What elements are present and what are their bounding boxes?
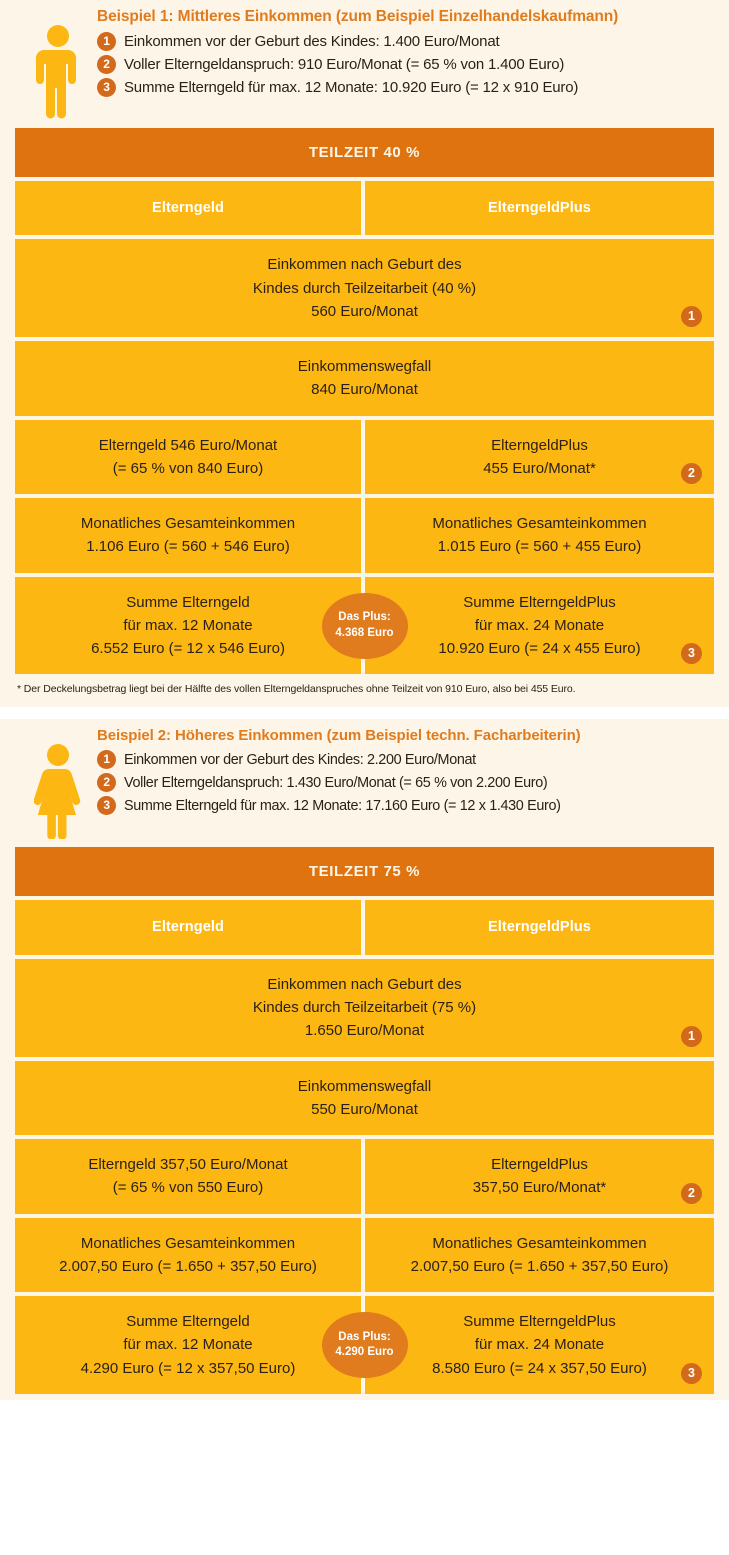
example-1-intro-text-2: Voller Elterngeldanspruch: 910 Euro/Monat (= 65 % von 1.400 Euro) [124, 56, 565, 73]
example-1-panel [0, 0, 729, 707]
example-1-intro-text-1: Einkommen vor der Geburt des Kindes: 1.400 Euro/Monat [124, 33, 500, 50]
number-badge-1: 1 [97, 32, 116, 51]
example-1-total-left-line-2: 1.106 Euro (= 560 + 546 Euro) [86, 538, 290, 556]
example-2-sum-left-line-2: für max. 12 Monate [123, 1336, 253, 1354]
example-2-sum-right-line-1: Summe ElterngeldPlus [463, 1313, 616, 1331]
example-2-header-elterngeld-label: Elterngeld [152, 919, 224, 936]
example-2-intro-line-2 [97, 773, 714, 792]
example-2-total-left-cell [15, 1218, 361, 1293]
example-2-header-elterngeldplus-label: ElterngeldPlus [488, 919, 591, 936]
number-badge-2: 2 [97, 773, 116, 792]
example-2-intro-text-1: Einkommen vor der Geburt des Kindes: 2.200 Euro/Monat [124, 751, 476, 768]
example-2-benefit-left-line-1: Elterngeld 357,50 Euro/Monat [88, 1156, 288, 1174]
example-2-panel [0, 719, 729, 1399]
example-2-total-right-cell [365, 1218, 714, 1293]
example-2-intro-line-1 [97, 750, 714, 769]
row-marker-2: 2 [681, 1183, 702, 1204]
example-1-row-sum [15, 577, 714, 675]
row-marker-3: 3 [681, 643, 702, 664]
example-1-sum-right-line-3: 10.920 Euro (= 24 x 455 Euro) [438, 640, 641, 658]
example-1-header-row [15, 181, 714, 235]
number-badge-3: 3 [97, 796, 116, 815]
example-1-das-plus-value: 4.368 Euro [335, 626, 394, 639]
example-1-das-plus-bubble [322, 593, 408, 659]
example-2-sum-left-line-3: 4.290 Euro (= 12 x 357,50 Euro) [80, 1359, 296, 1377]
example-1-total-left-cell [15, 498, 361, 573]
example-1-income-line-1: Einkommen nach Geburt des [267, 256, 462, 274]
example-1-benefit-left-line-2: (= 65 % von 840 Euro) [112, 459, 264, 477]
example-1-das-plus-label: Das Plus: [338, 611, 391, 624]
example-2-sum-right-line-3: 8.580 Euro (= 24 x 357,50 Euro) [432, 1359, 647, 1377]
example-2-intro-text-2: Voller Elterngeldanspruch: 1.430 Euro/Monat (= 65 % von 2.200 Euro) [124, 774, 548, 791]
example-1-header-elterngeldplus-label: ElterngeldPlus [488, 200, 591, 216]
example-2-income-line-2: Kindes durch Teilzeitarbeit (75 %) [252, 999, 477, 1017]
example-2-header-elterngeld [15, 900, 361, 954]
example-2-intro-text-3: Summe Elterngeld für max. 12 Monate: 17.160 Euro (= 12 x 1.430 Euro) [124, 797, 561, 814]
example-2-das-plus-value: 4.290 Euro [335, 1346, 394, 1359]
example-1-benefit-left-cell [15, 420, 361, 495]
example-1-benefit-right-cell [365, 420, 714, 495]
example-1-sum-left-line-3: 6.552 Euro (= 12 x 546 Euro) [91, 640, 285, 658]
example-1-sum-right-cell [365, 577, 714, 675]
example-1-row-total-income [15, 498, 714, 573]
example-1-intro [15, 8, 714, 128]
example-2-row-total-income [15, 1218, 714, 1293]
example-1-row-income-loss [15, 341, 714, 416]
example-2-title: Beispiel 2: Höheres Einkommen (zum Beispiel techn. Facharbeiterin) [97, 727, 581, 745]
example-2-row-sum [15, 1296, 714, 1394]
number-badge-3: 3 [97, 78, 116, 97]
example-1-loss-line-2: 840 Euro/Monat [311, 381, 418, 399]
example-1-benefit-right-line-1: ElterngeldPlus [491, 436, 588, 454]
example-1-intro-line-1 [97, 32, 714, 51]
example-1-loss-line-1: Einkommenswegfall [297, 358, 432, 376]
female-person-icon [23, 727, 93, 839]
example-1-intro-body [93, 8, 714, 101]
example-2-benefit-right-line-1: ElterngeldPlus [491, 1156, 588, 1174]
example-1-parttime-band: TEILZEIT 40 % [15, 128, 714, 177]
example-2-row-income-loss [15, 1061, 714, 1136]
row-marker-3: 3 [681, 1363, 702, 1384]
example-2-total-right-line-1: Monatliches Gesamteinkommen [432, 1234, 647, 1252]
example-1-sum-right-line-2: für max. 24 Monate [474, 616, 605, 634]
example-1-income-loss-cell [15, 341, 714, 416]
example-2-income-loss-cell [15, 1061, 714, 1136]
row-marker-1: 1 [681, 1026, 702, 1047]
example-1-row-benefit [15, 420, 714, 495]
example-2-benefit-right-cell [365, 1139, 714, 1214]
example-2-header-elterngeldplus [365, 900, 714, 954]
example-2-row-benefit [15, 1139, 714, 1214]
example-1-sum-left-line-1: Summe Elterngeld [126, 593, 250, 611]
example-2-sum-left-cell [15, 1296, 361, 1394]
example-1-footnote: * Der Deckelungsbetrag liegt bei der Hälfte des vollen Elterngeldanspruches ohne Teilzeit von 910 Euro, also bei 455 Euro. [17, 683, 576, 696]
example-1-intro-line-3 [97, 78, 714, 97]
example-2-income-line-1: Einkommen nach Geburt des [267, 975, 462, 993]
example-2-sum-left-line-1: Summe Elterngeld [126, 1313, 250, 1331]
example-1-title: Beispiel 1: Mittleres Einkommen (zum Beispiel Einzelhandelskaufmann) [97, 8, 619, 25]
row-marker-1: 1 [681, 306, 702, 327]
male-person-icon [23, 8, 93, 120]
example-1-sum-left-cell [15, 577, 361, 675]
example-1-intro-line-2 [97, 55, 714, 74]
example-1-total-right-line-1: Monatliches Gesamteinkommen [432, 515, 647, 533]
example-1-income-line-3: 560 Euro/Monat [311, 302, 418, 320]
example-2-loss-line-1: Einkommenswegfall [297, 1077, 432, 1095]
example-2-total-left-line-1: Monatliches Gesamteinkommen [80, 1234, 296, 1252]
example-2-benefit-left-cell [15, 1139, 361, 1214]
example-1-sum-right-line-1: Summe ElterngeldPlus [463, 593, 616, 611]
example-2-das-plus-bubble [322, 1312, 408, 1378]
panel-divider [0, 707, 729, 719]
example-1-total-right-cell [365, 498, 714, 573]
example-2-sum-right-line-2: für max. 24 Monate [474, 1336, 605, 1354]
example-2-intro-body [93, 727, 714, 819]
example-2-sum-right-cell [365, 1296, 714, 1394]
row-marker-2: 2 [681, 463, 702, 484]
example-2-intro [15, 727, 714, 847]
example-2-benefit-right-line-2: 357,50 Euro/Monat* [472, 1179, 607, 1197]
example-2-loss-line-2: 550 Euro/Monat [311, 1100, 418, 1118]
example-1-header-elterngeld-label: Elterngeld [152, 200, 224, 216]
example-2-income-after-birth-cell [15, 959, 714, 1057]
example-2-header-row [15, 900, 714, 954]
example-2-benefit-left-line-2: (= 65 % von 550 Euro) [112, 1179, 264, 1197]
example-1-header-elterngeld [15, 181, 361, 235]
example-1-income-after-birth-cell [15, 239, 714, 337]
example-2-intro-line-3 [97, 796, 714, 815]
example-2-das-plus-label: Das Plus: [338, 1330, 391, 1343]
example-1-header-elterngeldplus [365, 181, 714, 235]
example-2-parttime-band: TEILZEIT 75 % [15, 847, 714, 896]
example-1-total-left-line-1: Monatliches Gesamteinkommen [80, 515, 296, 533]
example-1-income-line-2: Kindes durch Teilzeitarbeit (40 %) [252, 279, 477, 297]
example-2-row-income-after-birth [15, 959, 714, 1057]
example-1-benefit-left-line-1: Elterngeld 546 Euro/Monat [98, 436, 278, 454]
example-2-income-line-3: 1.650 Euro/Monat [304, 1022, 425, 1040]
example-1-table [15, 128, 714, 674]
example-1-benefit-right-line-2: 455 Euro/Monat* [483, 459, 596, 477]
number-badge-1: 1 [97, 750, 116, 769]
example-1-total-right-line-2: 1.015 Euro (= 560 + 455 Euro) [437, 538, 642, 556]
number-badge-2: 2 [97, 55, 116, 74]
example-1-sum-left-line-2: für max. 12 Monate [123, 616, 253, 634]
example-1-intro-text-3: Summe Elterngeld für max. 12 Monate: 10.920 Euro (= 12 x 910 Euro) [124, 79, 579, 96]
example-2-total-left-line-2: 2.007,50 Euro (= 1.650 + 357,50 Euro) [59, 1257, 317, 1275]
example-1-row-income-after-birth [15, 239, 714, 337]
example-2-table [15, 847, 714, 1393]
example-2-total-right-line-2: 2.007,50 Euro (= 1.650 + 357,50 Euro) [410, 1257, 669, 1275]
